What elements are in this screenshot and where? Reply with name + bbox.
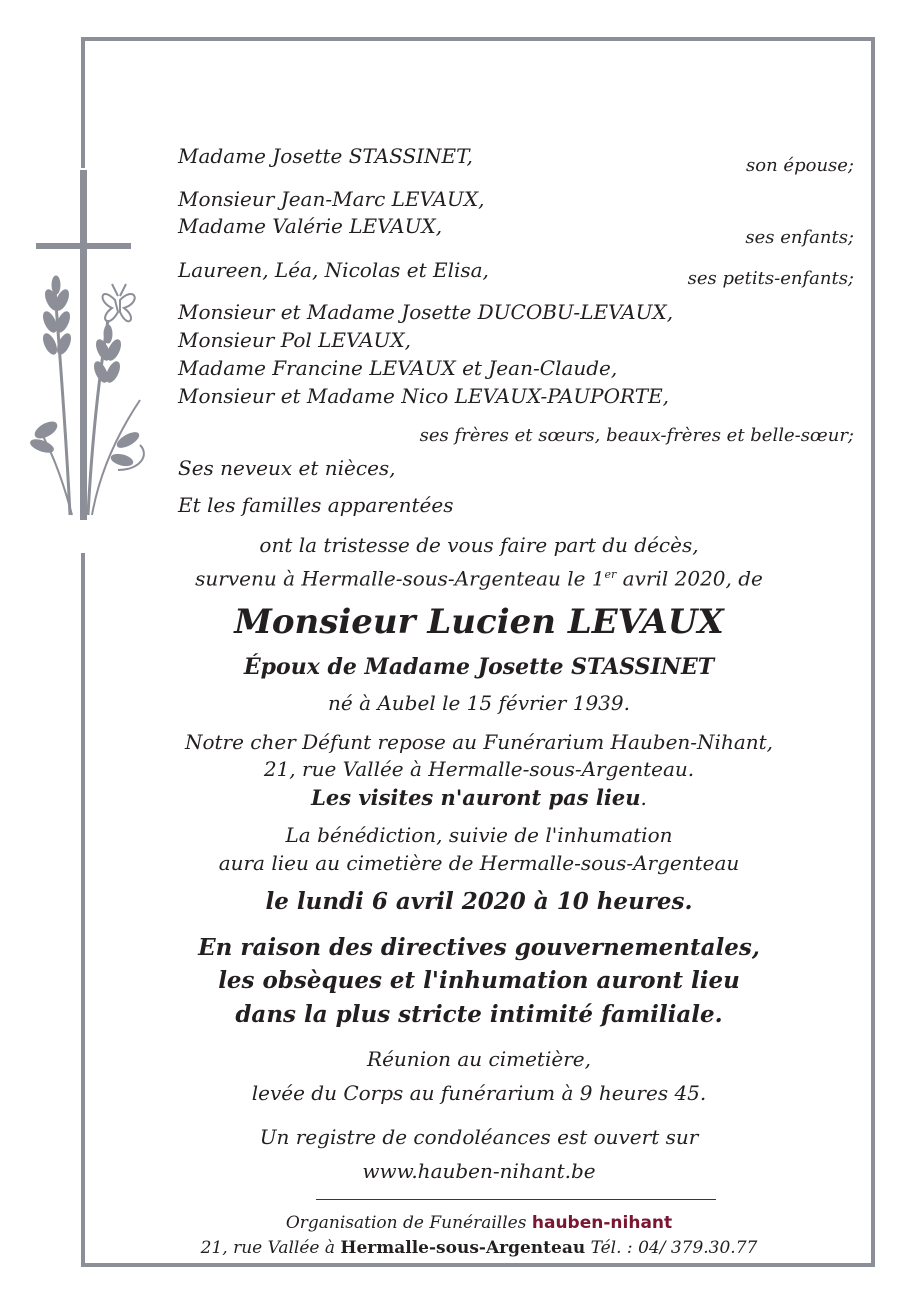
family-name-line: Monsieur Pol LEVAUX,	[178, 328, 411, 352]
brand-logo: hauben-nihant	[531, 1213, 673, 1233]
repose-line: Notre cher Défunt repose au Funérarium Hauben-Nihant,	[184, 730, 774, 754]
family-relation: son épouse;	[746, 155, 854, 176]
deceased-spouse: Époux de Madame Josette STASSINET	[243, 654, 715, 680]
family-name-line: Madame Josette STASSINET,	[178, 144, 473, 168]
meeting-line: Réunion au cimetière,	[367, 1047, 591, 1071]
announce-line: ont la tristesse de vous faire part du décès,	[259, 533, 699, 557]
notice-line: En raison des directives gouvernementales,	[198, 934, 760, 961]
family-relation: ses enfants;	[745, 227, 854, 248]
notice-line: dans la plus stricte intimité familiale.	[235, 1001, 723, 1028]
visits-line: Les visites n'auront pas lieu.	[311, 785, 647, 810]
family-name-line: Monsieur et Madame Josette DUCOBU-LEVAUX,	[178, 300, 674, 324]
family-name-line: Laureen, Léa, Nicolas et Elisa,	[178, 258, 489, 282]
registry-line: Un registre de condoléances est ouvert sur	[259, 1125, 699, 1149]
cross-wheat-ornament	[0, 0, 160, 560]
footer-address: 21, rue Vallée à Hermalle-sous-Argenteau Tél. : 04/ 379.30.77	[200, 1238, 758, 1258]
repose-line: 21, rue Vallée à Hermalle-sous-Argenteau.	[263, 757, 695, 781]
registry-url[interactable]: www.hauben-nihant.be	[362, 1159, 596, 1183]
blessing-line: aura lieu au cimetière de Hermalle-sous-Argenteau	[218, 851, 740, 875]
announce-line: survenu à Hermalle-sous-Argenteau le 1er avril 2020, de	[195, 566, 763, 591]
footer-divider	[316, 1199, 716, 1200]
butterfly-icon	[103, 284, 135, 321]
blessing-line: La bénédiction, suivie de l'inhumation	[285, 823, 673, 847]
family-relation: ses frères et sœurs, beaux-frères et belle-sœur;	[419, 425, 854, 446]
footer-org: Organisation de Funérailles hauben-nihant	[285, 1213, 673, 1233]
family-name-line: Madame Valérie LEVAUX,	[178, 214, 443, 238]
family-name-line: Et les familles apparentées	[178, 493, 454, 517]
family-name-line: Monsieur Jean-Marc LEVAUX,	[178, 187, 485, 211]
family-name-line: Ses neveux et nièces,	[178, 456, 396, 480]
family-name-line: Madame Francine LEVAUX et Jean-Claude,	[178, 356, 618, 380]
meeting-line: levée du Corps au funérarium à 9 heures 45.	[251, 1081, 707, 1105]
deceased-born: né à Aubel le 15 février 1939.	[328, 691, 630, 715]
family-name-line: Monsieur et Madame Nico LEVAUX-PAUPORTE,	[178, 384, 670, 408]
family-relation: ses petits-enfants;	[687, 268, 854, 289]
deceased-name: Monsieur Lucien LEVAUX	[234, 602, 724, 642]
notice-line: les obsèques et l'inhumation auront lieu	[218, 967, 740, 994]
ceremony-date: le lundi 6 avril 2020 à 10 heures.	[265, 888, 693, 915]
